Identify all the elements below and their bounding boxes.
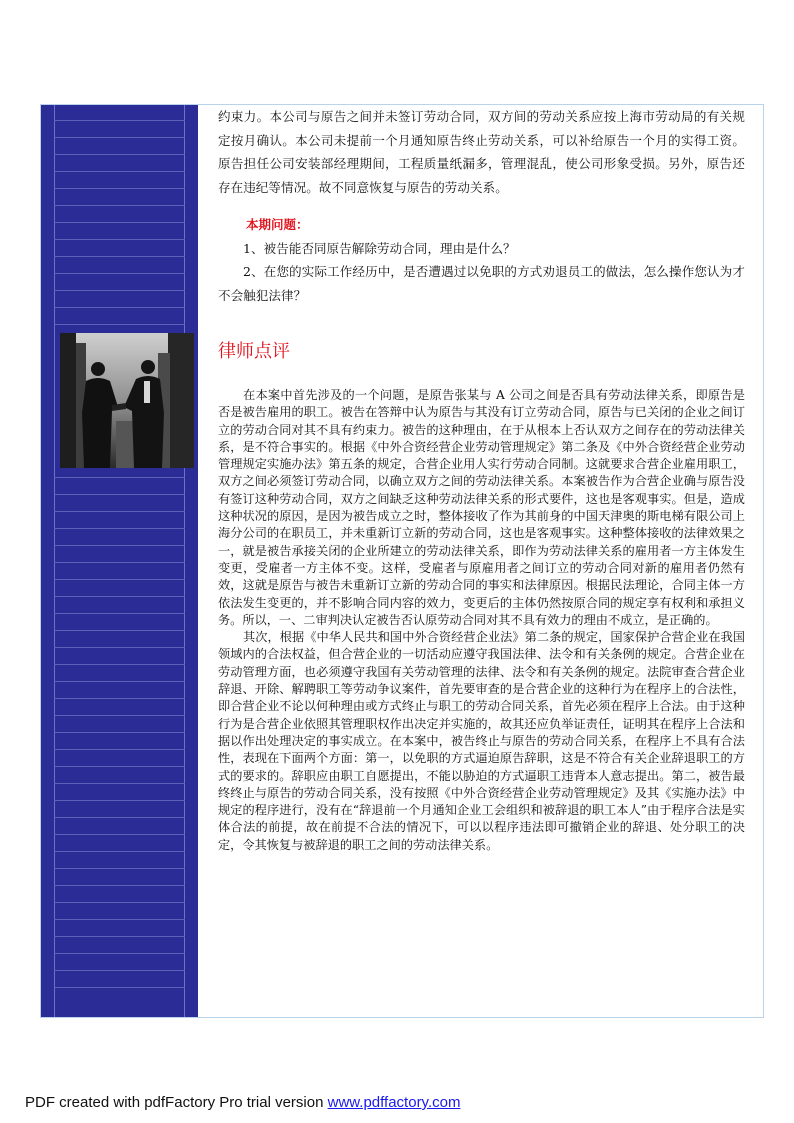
question-1 (218, 237, 745, 261)
sidebar-line (54, 290, 185, 291)
sidebar-line (54, 273, 185, 274)
sidebar-line (54, 987, 185, 988)
sidebar-line (54, 732, 185, 733)
sidebar-line (54, 902, 185, 903)
question-1-text: 1、被告能否同原告解除劳动合同，理由是什么？ (243, 240, 516, 256)
sidebar-line (54, 154, 185, 155)
sidebar-line (54, 188, 185, 189)
question-2-text: 2、在您的实际工作经历中，是否遭遇过以免职的方式劝退员工的做法，怎么操作您认为才不会触犯法律？ (218, 264, 745, 303)
sidebar-line (54, 698, 185, 699)
sidebar-line (54, 222, 185, 223)
sidebar-line (54, 545, 185, 546)
pdf-footer (25, 1094, 460, 1111)
sidebar-line (54, 681, 185, 682)
sidebar-line (54, 324, 185, 325)
sidebar-line (54, 511, 185, 512)
handshake-photo (60, 333, 194, 468)
sidebar-line (54, 477, 185, 478)
sidebar-line (54, 868, 185, 869)
section-title: 律师点评 (218, 341, 290, 362)
question-2 (218, 260, 745, 307)
review-paragraph-2: 其次，根据《中华人民共和国中外合资经营企业法》第二条的规定，国家保护合营企业在我国领域内的合法权益，但合营企业的一切活动应遵守我国法律、法令和有关条例的规定。合营企业在劳动管理方面，也必须遵守我国有关劳动管理的法律、法令和有关条例的规定。法院审查合营企业辞退、开除、解聘职工等劳动争议案件，首先要审查的是合营企业的这种行为在程序上的合法性，即合营企业不论以何种理由或方式终止与职工的劳动合同关系，首先必须在程序上合法。由于这种行为是合营企业依照其管理职权作出决定并实施的，故其还应负举证责任，证明其在程序上合法和据以作出处理决定的事实成立。在本案中，被告终止与原告的劳动合同关系，在程序上不具有合法性，表现在下面两个方面：第一，以免职的方式逼迫原告辞职，这是不符合有关企业辞退职工的方式的要求的。辞职应由职工自愿提出，不能以胁迫的方式逼职工违背本人意志提出。第二，被告最终终止与原告的劳动合同关系，没有按照《中外合资经营企业劳动管理规定》及其《实施办法》中规定的程序进行，没有在“辞退前一个月通知企业工会组织和被辞退的职工本人”由于程序合法是实体合法的前提，故在前提不合法的情况下，可以以程序违法即可撤销企业的辞退、处分职工的决定，令其恢复与被辞退的职工之间的劳动法律关系。 (218, 630, 745, 852)
sidebar-line (54, 630, 185, 631)
sidebar-line (54, 562, 185, 563)
sidebar-line (54, 885, 185, 886)
sidebar-line (54, 953, 185, 954)
footer-text: PDF created with pdfFactory Pro trial version (25, 1094, 324, 1111)
sidebar-line (54, 851, 185, 852)
sidebar-line (54, 919, 185, 920)
sidebar-line (54, 817, 185, 818)
sidebar-line (54, 783, 185, 784)
sidebar-line (54, 749, 185, 750)
sidebar-line (54, 715, 185, 716)
handshake-image (60, 333, 194, 468)
review-paragraph-1: 在本案中首先涉及的一个问题，是原告张某与 A 公司之间是否具有劳动法律关系，即原告是否是被告雇用的职工。被告在答辩中认为原告与其没有订立劳动合同，原告与已关闭的企业之间订立的劳动合同对其不具有约束力。被告的这种理由，在于从根本上否认双方之间存在的劳动法律关系，是不符合事实的。根据《中外合资经营企业劳动管理规定》第二条及《中外合资经营企业劳动管理规定实施办法》第五条的规定，合营企业用人实行劳动合同制。这就要求合营企业雇用职工，双方之间必须签订劳动合同，以确立双方之间的劳动法律关系。本案被告作为合营企业确与原告没有签订这种劳动合同，双方之间缺乏这种劳动法律关系的形式要件，这也是客观事实。但是，造成这种状况的原因，是因为被告成立之时，整体接收了作为其前身的中国天津奥的斯电梯有限公司上海分公司的在职员工，并未重新订立新的劳动合同，这也是客观事实。这种整体接收的法律效果之一，就是被告承接关闭的企业所建立的劳动法律关系，即作为劳动法律关系的雇用者一方主体发生变更，受雇者一方主体不变。这样，受雇者与原雇用者之间订立的劳动合同对新的雇用者仍然有效，这就是原告与被告未重新订立新的劳动合同的事实和法律原因。根据民法理论，合同主体一方依法发生变更的，并不影响合同内容的效力，变更后的主体仍然按原合同的规定享有权利和承担义务。所以，一、二审判决认定被告否认原劳动合同对其不具有效力的理由不成立，是正确的。 (218, 388, 745, 627)
main-content (218, 105, 745, 854)
sidebar-rule (184, 105, 185, 1017)
sidebar-line (54, 936, 185, 937)
sidebar-line (54, 256, 185, 257)
sidebar-line (54, 834, 185, 835)
sidebar-line (54, 494, 185, 495)
sidebar-line (54, 239, 185, 240)
sidebar-decoration (41, 105, 198, 1017)
questions-label: 本期问题： (246, 217, 309, 232)
intro-paragraph: 约束力。本公司与原告之间并未签订劳动合同，双方间的劳动关系应按上海市劳动局的有关规定按月确认。本公司未提前一个月通知原告终止劳动关系，可以补给原告一个月的实得工资。原告担任公司安装部经理期间，工程质量纸漏多，管理混乱，使公司形象受损。另外，原告还存在违纪等情况。故不同意恢复与原告的劳动关系。 (218, 109, 745, 195)
sidebar-rule (54, 105, 55, 1017)
sidebar-line (54, 120, 185, 121)
sidebar-line (54, 800, 185, 801)
sidebar-line (54, 528, 185, 529)
sidebar-line (54, 579, 185, 580)
sidebar-line (54, 171, 185, 172)
sidebar-line (54, 970, 185, 971)
sidebar-line (54, 205, 185, 206)
sidebar-line (54, 307, 185, 308)
sidebar-line (54, 664, 185, 665)
footer-link[interactable]: www.pdffactory.com (327, 1094, 461, 1111)
sidebar-line (54, 613, 185, 614)
sidebar-line (54, 647, 185, 648)
sidebar-line (54, 766, 185, 767)
sidebar-line (54, 137, 185, 138)
sidebar-line (54, 596, 185, 597)
